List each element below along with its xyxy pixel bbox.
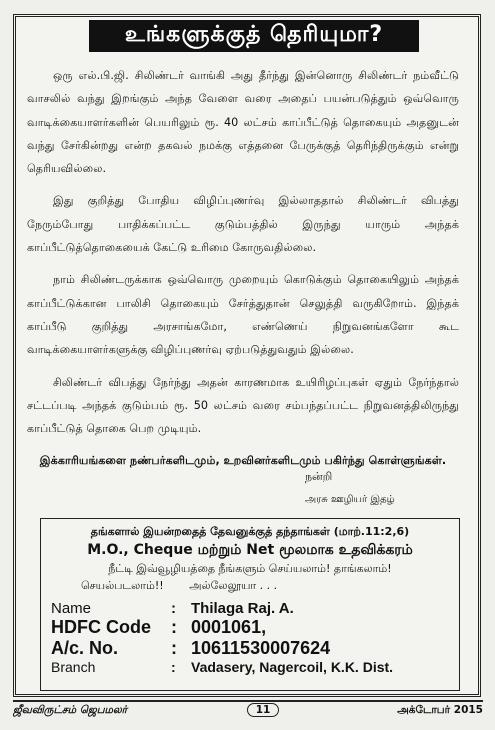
- bank-code-row: [51, 617, 449, 638]
- name-label: Name: [51, 600, 92, 617]
- paragraph-1: ஒரு எல்.பி.ஜி. சிலிண்டர் வாங்கி அது தீர்ந்து இன்னொரு சிலிண்டர் நம்வீட்டு வாசலில் வந்து இறங்கும் அந்த வேளை வரை அதைப் பயன்படுத்தும் ஒவ்வொரு வாடிக்கையாளர்களின் பெயரிலும் ரூ. 40 லட்சம் காப்பீட்டுத் தொகையும் அதனுடன் வந்து சேர்கின்றது என்ற தகவல் நமக்கு எத்தனை பேருக்குத் தெரிந்திருக்கும் என்று தெரியவில்லை.: [27, 69, 459, 176]
- branch-label: Branch: [51, 659, 96, 675]
- page-number-wrap: [193, 703, 333, 717]
- paragraph-4: சிலிண்டர் விபத்து நேர்ந்து அதன் காரணமாக உயிரிழப்புகள் ஏதும் நேர்ந்தால் சட்டப்படி அந்தக் குடும்பம் ரூ. 50 லட்சம் வரை சம்பந்தப்பட்ட நிறுவனத்திலிருந்து காப்பீட்டுத் தொகை பெற முடியும்.: [27, 375, 459, 436]
- branch-value: Vadasery, Nagercoil, K.K. Dist.: [191, 659, 394, 675]
- colon: :: [171, 600, 176, 617]
- appeal-line-4b: அல்லேலூயா . . .: [189, 579, 278, 592]
- colon: :: [171, 638, 177, 658]
- account-number-label: A/c. No.: [51, 638, 119, 658]
- magazine-name: ஜீவவிருட்சம் ஜெபமலர்: [13, 703, 128, 716]
- appeal-line-2: M.O., Cheque மற்றும் Net மூலமாக உதவிக்கரம்: [87, 542, 413, 558]
- article-body: [27, 64, 459, 482]
- bank-code-value: 0001061,: [191, 617, 267, 637]
- page-number: 11: [247, 703, 280, 717]
- account-name-row: [51, 600, 449, 617]
- colon: :: [171, 617, 177, 637]
- thanks-text: நன்றி: [305, 470, 333, 483]
- appeal-line-4a: செயல்படலாம்!!: [81, 579, 164, 592]
- account-number-value: 10611530007624: [191, 638, 331, 658]
- appeal-line-1: தங்களால் இயன்றதைத் தேவனுக்குத் தந்தாங்கள் (மாற்.11:2,6): [90, 525, 410, 538]
- page-title: உங்களுக்குத் தெரியுமா?: [89, 20, 419, 52]
- bank-code-label: HDFC Code: [51, 617, 151, 637]
- issue-date: அக்டோபர் 2015: [397, 703, 483, 716]
- account-number-row: [51, 638, 449, 659]
- appeal-line-4: [51, 579, 449, 594]
- account-details: [51, 600, 449, 675]
- name-value: Thilaga Raj. A.: [191, 600, 294, 617]
- paragraph-3: நாம் சிலிண்டருக்காக ஒவ்வொரு முறையும் கொடுக்கும் தொகையிலும் அந்தக் காப்பீட்டுக்கான பாலிசி தொகையும் சேர்த்துதான் செலுத்தி வருகிறோம். இந்தக் காப்பீடு குறித்து அரசாங்கமோ, எண்ணெய் நிறுவனங்களோ கூட வாடிக்கையாளர்களுக்கு விழிப்புணர்வு ஏற்படுத்துவதும் இல்லை.: [27, 273, 459, 357]
- closing-line: இக்காரியங்களை நண்பர்களிடமும், உறவினர்களிடமும் பகிர்ந்து கொள்ளுங்கள்.: [39, 454, 447, 468]
- paragraph-2: இது குறித்து போதிய விழிப்புணர்வு இல்லாததால் சிலிண்டர் விபத்து நேரும்போது பாதிக்கப்பட்ட குடும்பத்தில் இருந்து யாரும் அந்தக் காப்பீட்டுத்தொகையைக் கேட்டு உரிமை கோருவதில்லை.: [27, 194, 459, 255]
- donation-box: [40, 518, 460, 691]
- page-footer: [13, 701, 483, 719]
- appeal-line-3: நீட்டி இவ்வூழியத்தை நீங்களும் செய்யலாம்! தாங்கலாம்!: [108, 562, 392, 575]
- branch-row: [51, 659, 449, 675]
- colon: :: [171, 659, 176, 675]
- magazine-page: [5, 6, 487, 722]
- signature-source: அரசு ஊழியர் இதழ்: [305, 494, 395, 505]
